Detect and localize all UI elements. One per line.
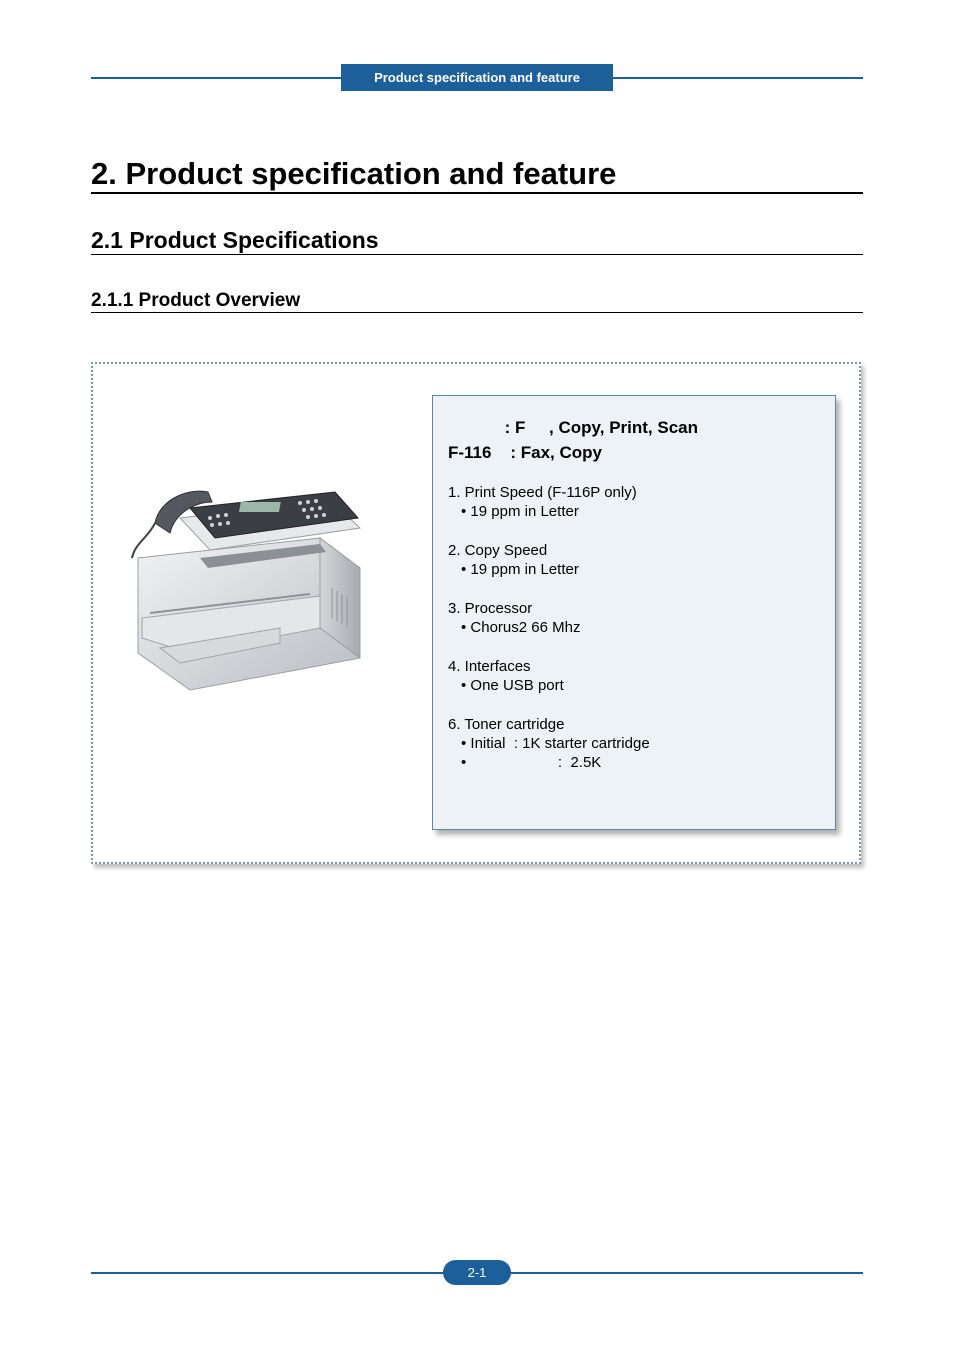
spec-item-copy-speed	[448, 541, 650, 580]
spec-item-title: 1. Print Speed (F-116P only)	[448, 484, 637, 501]
spec-item-title: 3. Processor	[448, 599, 533, 617]
spec-item-title: 2. Copy Speed	[448, 541, 548, 559]
spec-header-line-2: F-116 : Fax, Copy	[448, 443, 602, 462]
spec-box	[432, 395, 836, 830]
chapter-title: 2. Product specification and feature	[91, 156, 863, 194]
spec-item-bullet: • One USB port	[461, 676, 564, 694]
spec-item-bullet: • Chorus2 66 Mhz	[461, 619, 581, 637]
section-title: 2.1 Product Specifications	[91, 227, 863, 255]
spec-item-toner	[448, 715, 650, 773]
spec-item-bullet: • Initial : 1K starter cartridge	[461, 734, 650, 752]
spec-item-title: 6. Toner cartridge	[448, 715, 565, 733]
spec-item-bullet: • 19 ppm in Letter	[461, 561, 579, 579]
spec-item-processor	[448, 599, 650, 638]
spec-list	[448, 483, 650, 792]
spec-item-print-speed	[448, 483, 650, 522]
spec-item-title: 4. Interfaces	[448, 657, 531, 675]
page-number: 2-1	[443, 1260, 511, 1285]
spec-item-bullet: • 19 ppm in Letter	[461, 503, 579, 521]
fax-machine-image	[120, 478, 380, 698]
spec-header-line-1: : F , Copy, Print, Scan	[448, 418, 698, 437]
spec-item-bullet: • : 2.5K	[461, 754, 602, 772]
header-tab: Product specification and feature	[341, 64, 613, 91]
subsection-title: 2.1.1 Product Overview	[91, 289, 863, 313]
spec-item-interfaces	[448, 657, 650, 696]
